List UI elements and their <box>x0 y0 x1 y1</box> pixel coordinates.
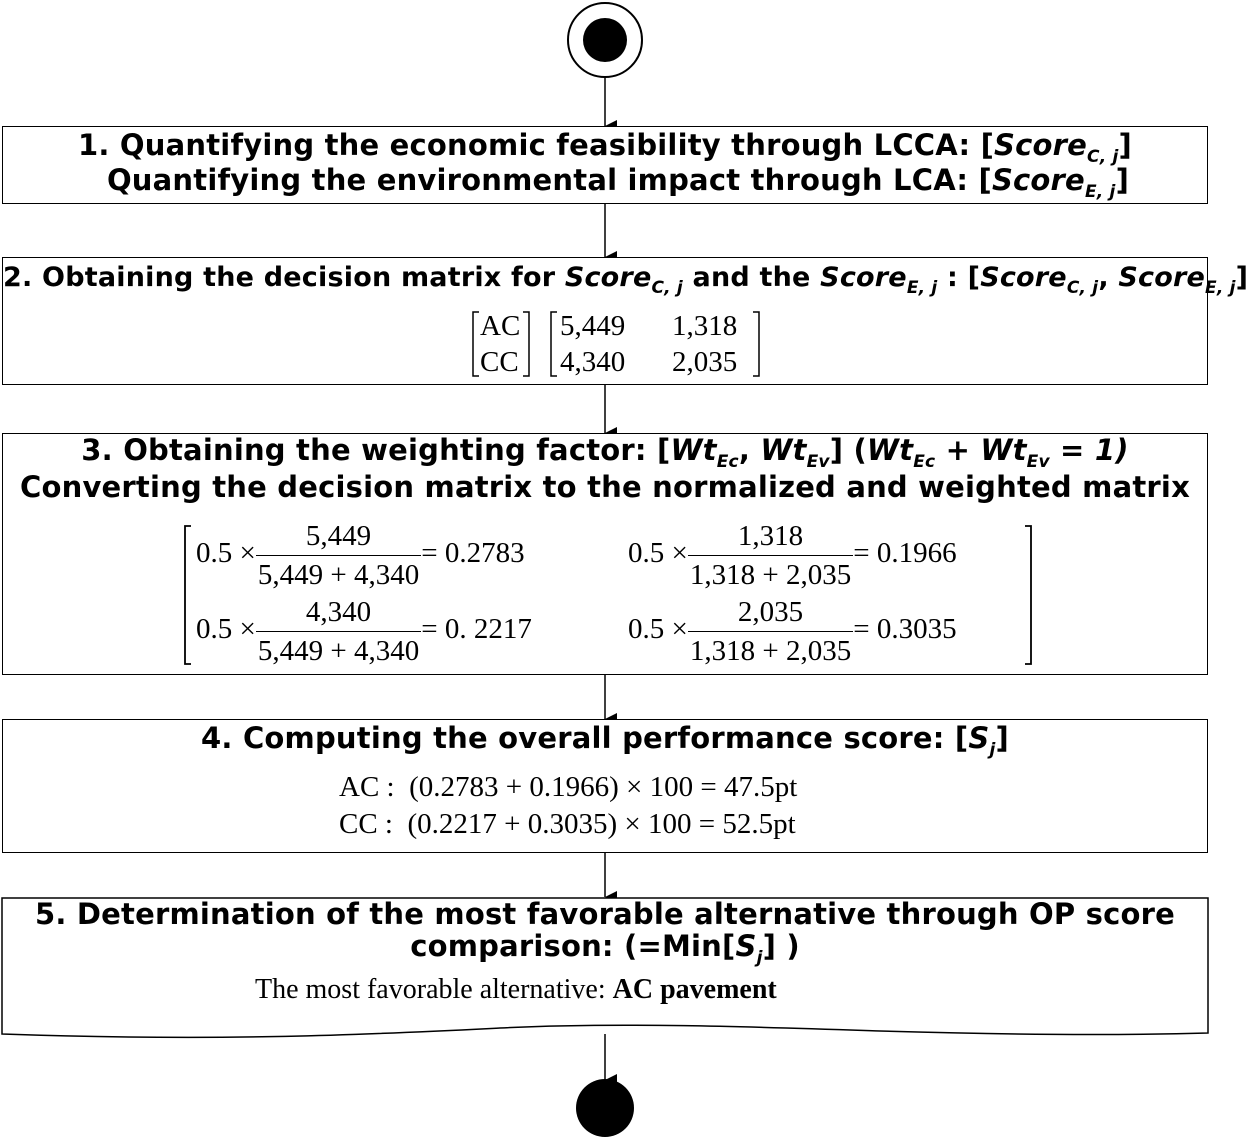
cell4-result: = 0.3035 <box>853 613 957 646</box>
step3-line1-mid: ] ( <box>829 433 867 467</box>
step2-title-close: ] <box>1235 262 1248 293</box>
score-line-ac: AC : (0.2783 + 0.1966) × 100 = 47.5pt <box>339 771 798 803</box>
step5-line2-close: ] ) <box>762 929 800 963</box>
step2-title <box>3 262 1248 304</box>
step1-box <box>2 126 1208 204</box>
cell1-coef: 0.5 × <box>196 537 256 570</box>
s-var: S <box>735 929 757 963</box>
cell3-fraction <box>256 596 421 667</box>
score-line-cc: CC : (0.2217 + 0.3035) × 100 = 52.5pt <box>339 808 796 840</box>
matrix-cell-ac-e: 1,318 <box>672 310 738 342</box>
step3-eq: = 1) <box>1049 433 1129 467</box>
step2-title-comma: , <box>1098 262 1119 293</box>
s-sub: j <box>989 740 996 760</box>
row-label-ac: AC <box>480 310 521 342</box>
wt-ec-sub: Ec <box>913 452 936 472</box>
row-label-cc: CC <box>480 346 519 378</box>
step1-line1-text: 1. Quantifying the economic feasibility through LCCA: [ <box>78 128 995 162</box>
step5-line2-text: comparison: (=Min[ <box>410 929 736 963</box>
cell1-fraction <box>256 520 421 591</box>
step4-box <box>2 719 1208 853</box>
result-value: AC pavement <box>612 974 777 1005</box>
matrix-cell-cc-e: 2,035 <box>672 346 738 378</box>
start-node <box>568 3 642 77</box>
cell3-num: 4,340 <box>305 596 372 628</box>
cell3-result: = 0. 2217 <box>421 613 532 646</box>
step1-line1-close: ] <box>1118 128 1132 162</box>
cell3-coef: 0.5 × <box>196 613 256 646</box>
step5-line1: 5. Determination of the most favorable alternative through OP score <box>35 897 1175 931</box>
step4-title <box>3 722 1207 766</box>
score-e-var: Score <box>820 262 907 293</box>
step3-box <box>2 433 1208 675</box>
wt-ev-var: Wt <box>760 433 807 467</box>
s-sub: j <box>756 948 763 968</box>
cell1-den: 5,449 + 4,340 <box>256 555 421 591</box>
step3-line1-text: 3. Obtaining the weighting factor: [ <box>81 433 671 467</box>
cell4-den: 1,318 + 2,035 <box>688 631 853 667</box>
weighted-cell-2 <box>628 520 957 591</box>
cell4-coef: 0.5 × <box>628 613 688 646</box>
cell2-den: 1,318 + 2,035 <box>688 555 853 591</box>
wt-ec-var: Wt <box>866 433 914 467</box>
weighted-cell-1 <box>196 520 525 591</box>
step2-title-colon: : [ <box>937 262 981 293</box>
step3-sep: , <box>738 433 761 467</box>
step2-title-mid: and the <box>682 262 821 293</box>
wt-ev-var: Wt <box>980 433 1027 467</box>
wt-ev-sub: Ev <box>806 452 830 472</box>
step5-box <box>2 898 1208 1038</box>
wt-ec-var: Wt <box>670 433 717 467</box>
step1-line2 <box>3 164 1207 208</box>
score-e-sub: E, j <box>1205 278 1236 298</box>
step2-box <box>2 257 1248 385</box>
cell2-num: 1,318 <box>737 520 804 552</box>
score-c-var: Score <box>980 262 1067 293</box>
step5-result <box>255 974 777 1006</box>
score-e-var: Score <box>1118 262 1206 293</box>
matrix-cell-ac-c: 5,449 <box>560 310 626 342</box>
score-c-sub: C, j <box>1087 147 1119 167</box>
cell2-result: = 0.1966 <box>853 537 957 570</box>
cell4-fraction <box>688 596 853 667</box>
step1-line2-text: Quantifying the environmental impact through LCA: [ <box>106 163 992 197</box>
cell2-coef: 0.5 × <box>628 537 688 570</box>
step3-line2: Converting the decision matrix to the normalized and weighted matrix <box>20 470 1190 504</box>
end-node <box>576 1079 634 1137</box>
cell1-num: 5,449 <box>305 520 372 552</box>
score-c-sub: C, j <box>1066 278 1099 298</box>
step1-line2-close: ] <box>1115 163 1130 197</box>
wt-ev-sub: Ev <box>1026 452 1050 472</box>
step5-line2 <box>2 930 1208 974</box>
score-e-sub: E, j <box>1084 182 1116 202</box>
score-c-var: Score <box>994 128 1088 162</box>
cell1-result: = 0.2783 <box>421 537 525 570</box>
result-label: The most favorable alternative: <box>255 974 613 1005</box>
matrix-cell-cc-c: 4,340 <box>560 346 626 378</box>
s-var: S <box>968 721 990 755</box>
step4-title-text: 4. Computing the overall performance score: [ <box>201 721 969 755</box>
score-c-sub: C, j <box>651 278 683 298</box>
wt-ec-sub: Ec <box>716 452 739 472</box>
step3-plus: + <box>935 433 981 467</box>
weighted-cell-4 <box>628 596 957 667</box>
cell3-den: 5,449 + 4,340 <box>256 631 421 667</box>
score-e-sub: E, j <box>906 278 938 298</box>
step2-title-text: 2. Obtaining the decision matrix for <box>3 262 565 293</box>
step4-title-close: ] <box>995 721 1009 755</box>
weighted-cell-3 <box>196 596 532 667</box>
cell4-num: 2,035 <box>737 596 804 628</box>
cell2-fraction <box>688 520 853 591</box>
score-e-var: Score <box>991 163 1085 197</box>
score-c-var: Score <box>564 262 652 293</box>
